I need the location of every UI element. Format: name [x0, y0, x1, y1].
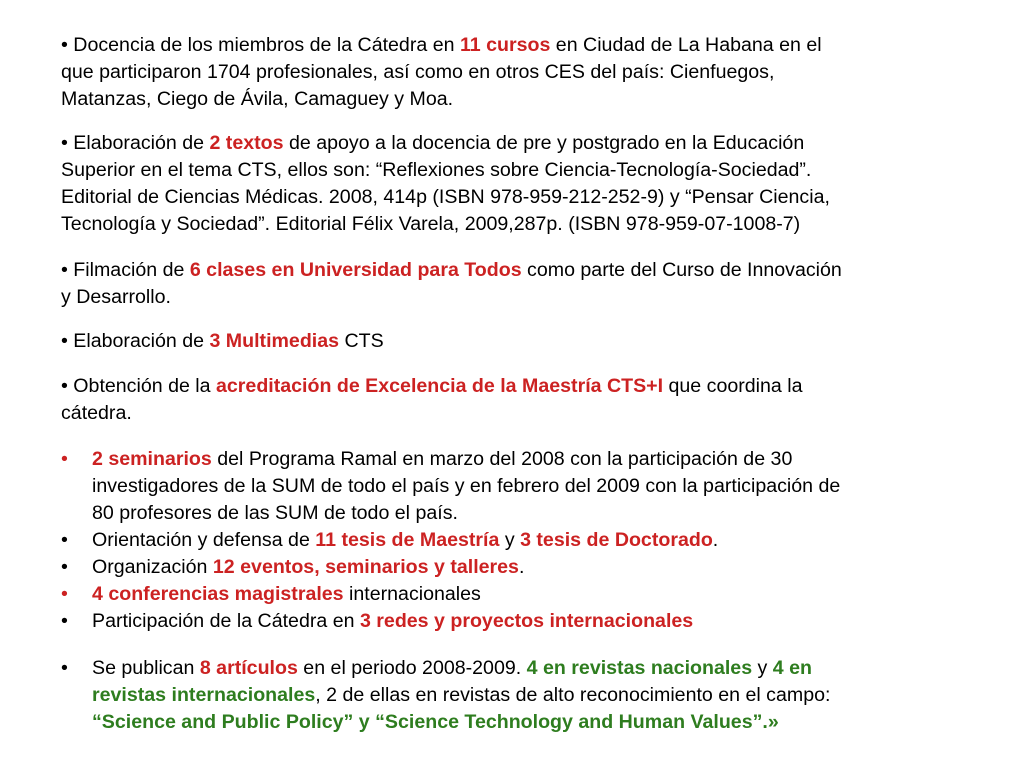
bullet-icon: • [61, 657, 68, 679]
text-line [61, 130, 991, 157]
highlight-eventos: 12 eventos, seminarios y talleres [212, 556, 519, 578]
highlight-revistas-nacionales: 4 en revistas nacionales [526, 657, 753, 679]
text-span: en el periodo 2008-2009. [297, 657, 527, 679]
highlight-cursos: 11 cursos [459, 34, 551, 56]
text-span: • Obtención de la [61, 375, 216, 397]
bullet-text [92, 581, 481, 608]
highlight-articulos: 8 artículos [199, 657, 298, 679]
bullet-text [92, 527, 718, 554]
text-span: de apoyo a la docencia de pre y postgrado en la Educación [283, 132, 805, 154]
text-line [61, 373, 991, 400]
text-span: Participación de la Cátedra en [92, 610, 360, 632]
bullet-seminarios [61, 446, 1001, 527]
text-line [61, 32, 991, 59]
bullet-text [92, 608, 693, 635]
text-span: Orientación y defensa de [92, 529, 316, 551]
highlight-tesis-doctorado: 3 tesis de Doctorado [520, 529, 713, 551]
paragraph-textos [61, 130, 991, 238]
text-line: investigadores de la SUM de todo el país y en febrero del 2009 con la participación de [92, 475, 841, 497]
bullet-conferencias [61, 581, 1001, 608]
text-span: CTS [339, 330, 384, 352]
highlight-revistas-internacionales-part1: 4 en [772, 657, 812, 679]
bullet-icon: • [61, 448, 68, 470]
text-line: Superior en el tema CTS, ellos son: “Reflexiones sobre Ciencia-Tecnología-Sociedad”. [61, 159, 812, 181]
text-span: • Docencia de los miembros de la Cátedra en [61, 34, 460, 56]
bullet-text [92, 655, 830, 736]
bullet-icon: • [61, 529, 68, 551]
bullet-text [92, 554, 524, 581]
text-line: Tecnología y Sociedad”. Editorial Félix Varela, 2009,287p. (ISBN 978-959-07-1008-7) [61, 213, 801, 235]
bullet-redes [61, 608, 1001, 635]
text-span: • Filmación de [61, 259, 190, 281]
text-line: cátedra. [61, 402, 132, 424]
text-span: Organización [92, 556, 213, 578]
text-span: del Programa Ramal en marzo del 2008 con la participación de 30 [211, 448, 793, 470]
text-span: como parte del Curso de Innovación [521, 259, 842, 281]
text-line [92, 682, 830, 709]
bullet-tesis [61, 527, 1001, 554]
highlight-acreditacion: acreditación de Excelencia de la Maestría CTS+I [216, 375, 664, 397]
text-span: y [752, 657, 773, 679]
text-span: en Ciudad de La Habana en el [550, 34, 822, 56]
bullet-icon: • [61, 556, 68, 578]
highlight-clases: 6 clases en Universidad para Todos [189, 259, 522, 281]
highlight-journal-titles: “Science and Public Policy” y “Science Technology and Human Values”.» [92, 711, 779, 733]
text-span: • Elaboración de [61, 330, 210, 352]
text-line: Matanzas, Ciego de Ávila, Camaguey y Moa. [61, 88, 454, 110]
text-line [61, 328, 991, 355]
text-span: . [518, 556, 525, 578]
highlight-seminarios: 2 seminarios [92, 448, 212, 470]
paragraph-docencia [61, 32, 991, 113]
text-line [92, 446, 840, 473]
text-span: Se publican [92, 657, 200, 679]
highlight-conferencias: 4 conferencias magistrales [92, 583, 344, 605]
text-line: Editorial de Ciencias Médicas. 2008, 414p (ISBN 978-959-212-252-9) y “Pensar Ciencia, [61, 186, 830, 208]
highlight-revistas-internacionales-part2: revistas internacionales [92, 684, 316, 706]
bullet-eventos [61, 554, 1001, 581]
text-span: • Elaboración de [61, 132, 210, 154]
highlight-textos: 2 textos [209, 132, 284, 154]
bullet-text [92, 446, 840, 527]
paragraph-acreditacion [61, 373, 991, 427]
highlight-redes: 3 redes y proyectos internacionales [359, 610, 694, 632]
bullet-icon: • [61, 610, 68, 632]
text-line: 80 profesores de las SUM de todo el país. [92, 502, 458, 524]
text-line: y Desarrollo. [61, 286, 171, 308]
text-span: y [499, 529, 521, 551]
text-span: , 2 de ellas en revistas de alto reconocimiento en el campo: [315, 684, 831, 706]
text-span: . [712, 529, 719, 551]
bullet-articulos [61, 655, 1001, 736]
text-span: que coordina la [663, 375, 803, 397]
highlight-tesis-maestria: 11 tesis de Maestría [315, 529, 500, 551]
highlight-multimedias: 3 Multimedias [209, 330, 340, 352]
paragraph-filmacion [61, 257, 991, 311]
paragraph-multimedias [61, 328, 991, 355]
text-span: internacionales [343, 583, 481, 605]
text-line [92, 655, 830, 682]
text-line [61, 257, 991, 284]
bullet-icon: • [61, 583, 68, 605]
text-line: que participaron 1704 profesionales, así como en otros CES del país: Cienfuegos, [61, 61, 775, 83]
